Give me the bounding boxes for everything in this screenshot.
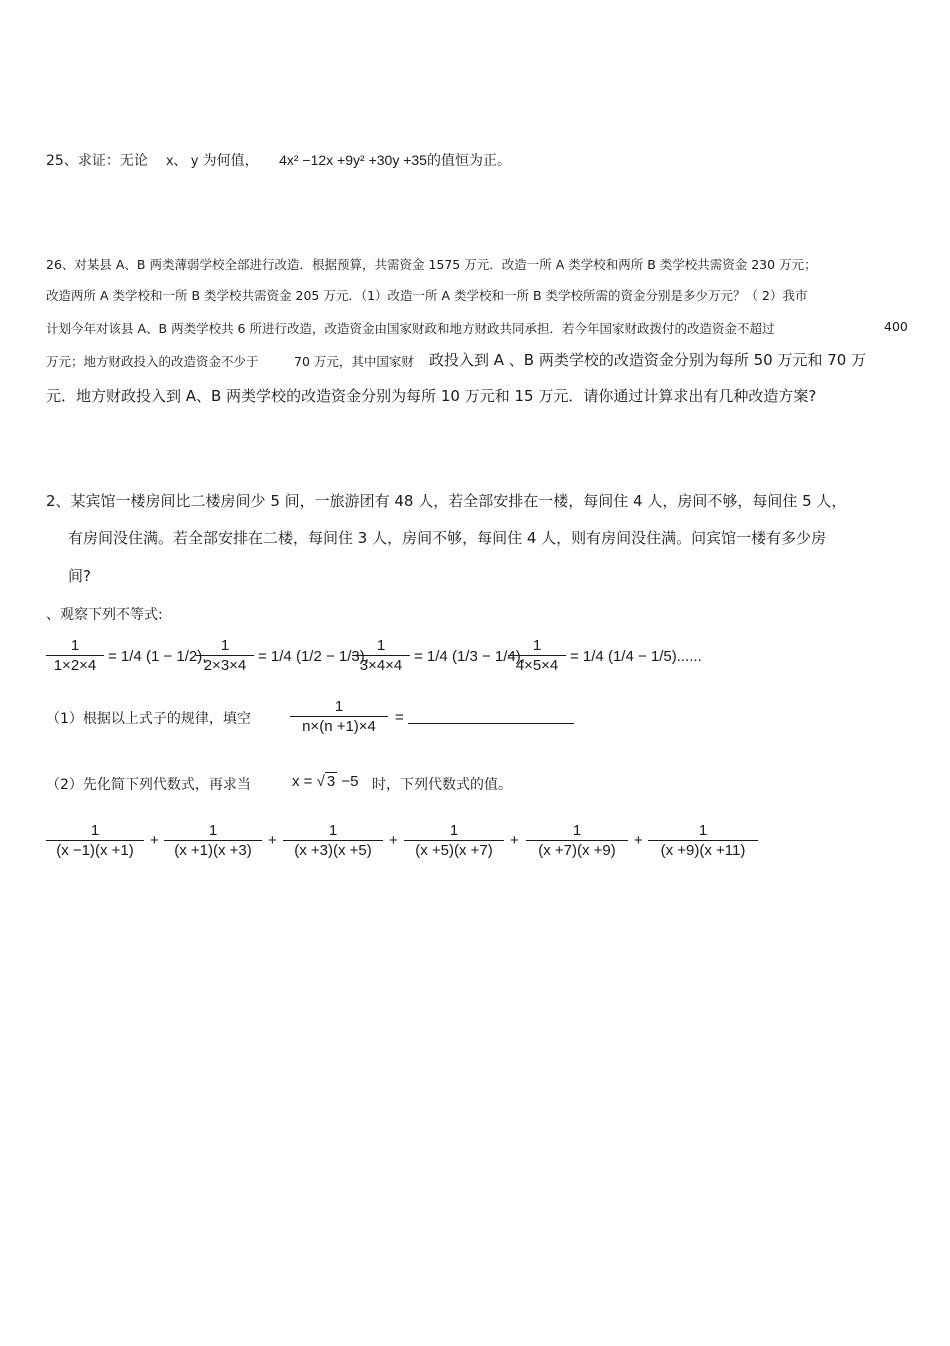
q26-line-3: 计划今年对该县 A、B 两类学校共 6 所进行改造，改造资金由国家财政和地方财政共同承担．若今年国家财政拨付的改造资金不超过 [46, 321, 775, 336]
observe-fraction-4 [508, 637, 566, 676]
fraction-denominator: 4×5×4 [515, 657, 559, 674]
sub2-tail: 时，下列代数式的值。 [372, 777, 512, 793]
fraction-numerator: 1 [208, 822, 218, 839]
observe-rhs-3: = 1/4 (1/3 − 1/4), [414, 648, 525, 665]
q25-mid: 为何值， [202, 153, 259, 169]
observe-fraction-3 [352, 637, 410, 676]
q26-line-4b: 70 万元，其中国家财 [294, 354, 414, 369]
fraction-denominator: 1×2×4 [53, 657, 97, 674]
sum-fraction-1 [46, 822, 144, 861]
sub-question-1-label: （1）根据以上式子的规律，填空 [46, 711, 251, 727]
fraction-numerator: 1 [572, 822, 582, 839]
sum-fraction-2 [164, 822, 262, 861]
q26-line-3-amount: 400 [884, 319, 908, 334]
fraction-denominator: (x +1)(x +3) [174, 842, 252, 859]
fraction-numerator: 1 [334, 698, 344, 715]
sub-question-2-label: （2）先化简下列代数式，再求当 [46, 777, 251, 793]
answer-blank[interactable] [408, 723, 574, 724]
q26-line-4c: 政投入到 A 、B 两类学校的改造资金分别为每所 50 万元和 70 万 [429, 351, 867, 369]
fraction-numerator: 1 [90, 822, 100, 839]
fraction-denominator: (x +7)(x +9) [538, 842, 616, 859]
x-offset: −5 [341, 773, 359, 790]
observe-fraction-1 [46, 637, 104, 676]
q26-line-2: 改造两所 A 类学校和一所 B 类学校共需资金 205 万元．（1）改造一所 A 类学校和一所 B 类学校所需的资金分别是多少万元？（ 2）我市 [46, 288, 808, 303]
sum-fraction-5 [526, 822, 628, 861]
q25-expression: 4x² −12x +9y² +30y +35 [279, 152, 427, 168]
fraction-numerator: 1 [70, 637, 80, 654]
sub2-x-value [292, 773, 358, 790]
fraction-numerator: 1 [698, 822, 708, 839]
fraction-numerator: 1 [328, 822, 338, 839]
sub1-fraction [290, 698, 388, 737]
plus-sign: + [389, 832, 398, 849]
fraction-numerator: 1 [376, 637, 386, 654]
q2-line-2: 有房间没住满。若全部安排在二楼，每间住 3 人，房间不够，每间住 4 人，则有房间没住满。问宾馆一楼有多少房 [68, 529, 827, 547]
x-equals: x = [292, 773, 313, 790]
question-25 [46, 150, 511, 170]
fraction-denominator: (x +9)(x +11) [660, 842, 746, 859]
observe-rhs-1: = 1/4 (1 − 1/2), [108, 648, 207, 665]
q25-suffix: 的值恒为正。 [426, 153, 511, 169]
q26-line-4a: 万元；地方财政投入的改造资金不少于 [46, 354, 259, 369]
q2-line-1: 2、某宾馆一楼房间比二楼房间少 5 间，一旅游团有 48 人，若全部安排在一楼，每间住 4 人，房间不够，每间住 5 人， [46, 492, 847, 510]
plus-sign: + [510, 832, 519, 849]
sum-fraction-3 [283, 822, 383, 861]
observe-title: 、观察下列不等式: [46, 607, 163, 623]
sum-fraction-4 [404, 822, 504, 861]
plus-sign: + [268, 832, 277, 849]
plus-sign: + [634, 832, 643, 849]
sum-fraction-6 [648, 822, 758, 861]
sqrt-radicand: 3 [326, 773, 336, 790]
fraction-denominator: (x +3)(x +5) [294, 842, 372, 859]
q25-prefix: 25、求证：无论 [46, 153, 148, 169]
observe-rhs-4: = 1/4 (1/4 − 1/5)...... [570, 648, 702, 665]
fraction-denominator: 3×4×4 [359, 657, 403, 674]
observe-rhs-2: = 1/4 (1/2 − 1/3), [258, 648, 369, 665]
q26-line-1: 26、对某县 A、B 两类薄弱学校全部进行改造．根据预算，共需资金 1575 万元．改造一所 A 类学校和两所 B 类学校共需资金 230 万元； [46, 257, 817, 272]
fraction-denominator: (x +5)(x +7) [415, 842, 493, 859]
fraction-numerator: 1 [449, 822, 459, 839]
fraction-numerator: 1 [532, 637, 542, 654]
observe-fraction-2 [196, 637, 254, 676]
fraction-numerator: 1 [220, 637, 230, 654]
sqrt-symbol: √ [316, 773, 325, 790]
q26-line-5: 元．地方财政投入到 A、B 两类学校的改造资金分别为每所 10 万元和 15 万元．请你通过计算求出有几种改造方案? [46, 387, 817, 405]
fraction-denominator: (x −1)(x +1) [56, 842, 134, 859]
plus-sign: + [150, 832, 159, 849]
sub1-equals: = [395, 709, 404, 726]
fraction-denominator: 2×3×4 [203, 657, 247, 674]
fraction-denominator: n×(n +1)×4 [302, 718, 376, 735]
q2-line-3: 间? [68, 567, 91, 585]
q25-vars: x、 y [166, 152, 199, 168]
